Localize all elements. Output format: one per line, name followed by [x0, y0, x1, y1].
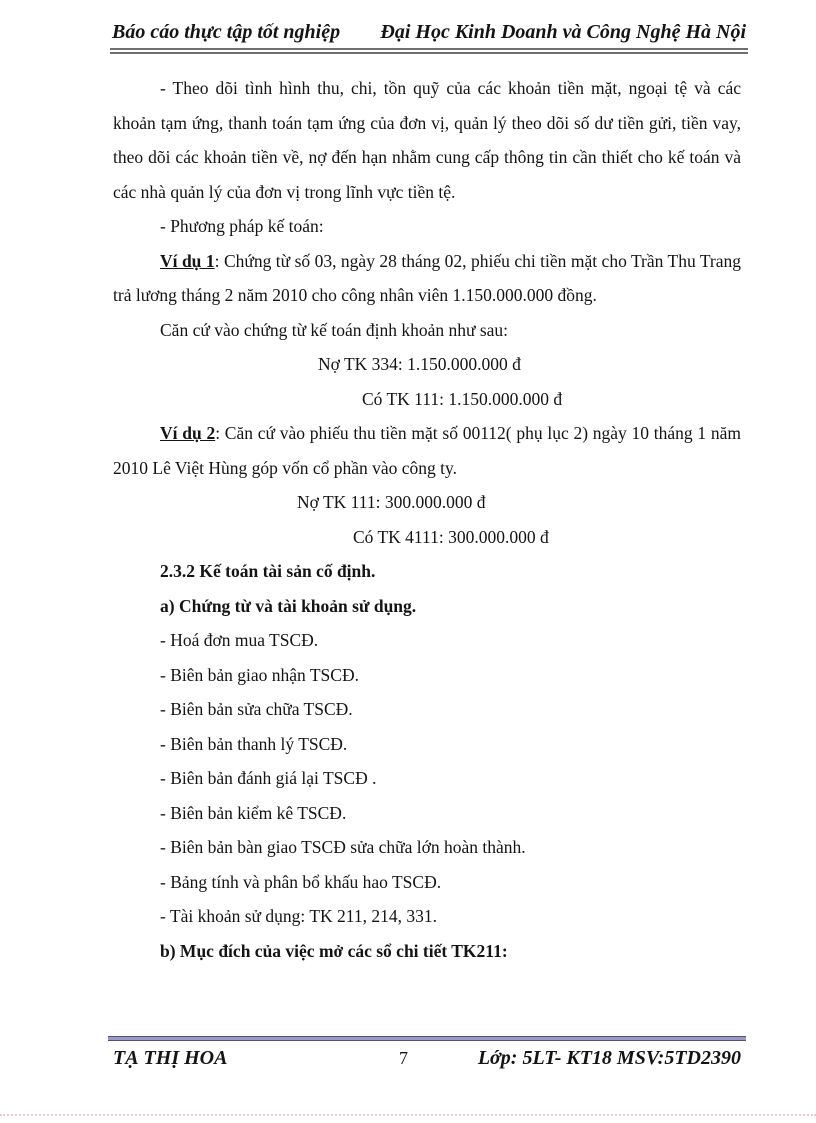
subsection-heading-b: b) Mục đích của việc mở các sổ chi tiết TK211:	[160, 940, 508, 961]
list-item-document: - Biên bản sửa chữa TSCĐ.	[160, 699, 353, 719]
example-2-label: Ví dụ 2	[160, 423, 216, 443]
list-item-document: - Bảng tính và phân bổ khấu hao TSCĐ.	[160, 871, 442, 892]
document-body	[113, 71, 741, 968]
journal-entry-credit-tk4111: Có TK 4111: 300.000.000 đ	[353, 526, 549, 547]
footer-rule	[108, 1036, 746, 1041]
subsection-heading-a: a) Chứng từ và tài khoản sử dụng.	[160, 595, 417, 616]
footer-author-name: TẠ THỊ HOA	[113, 1047, 228, 1069]
header-report-title: Báo cáo thực tập tốt nghiệp	[112, 21, 341, 43]
paragraph-cash-tracking: - Theo dõi tình hình thu, chi, tồn quỹ của các khoản tiền mặt, ngoại tệ và các khoản tạm ứng, thanh toán tạm ứng của đơn vị, quản lý theo dõi số dư tiền gửi, tiền vay, theo dõi các khoản tiền về, nợ đến hạn nhằm cung cấp thông tin cần thiết cho kế toán và các nhà quản lý của đơn vị trong lĩnh vực tiền tệ.	[113, 78, 741, 202]
example-2-text: : Căn cứ vào phiếu thu tiền mặt số 00112( phụ lục 2) ngày 10 tháng 1 năm 2010 Lê Việt Hùng góp vốn cổ phần vào công ty.	[113, 423, 741, 478]
example-1-text: : Chứng từ số 03, ngày 28 tháng 02, phiếu chi tiền mặt cho Trần Thu Trang trả lương tháng 2 năm 2010 cho công nhân viên 1.150.000.000 đồng.	[113, 250, 741, 305]
list-item-document: - Biên bản kiểm kê TSCĐ.	[160, 802, 347, 823]
page-header	[110, 18, 748, 54]
footer-class-student-id: Lớp: 5LT- KT18 MSV:5TD2390	[477, 1047, 741, 1069]
list-item-document: - Biên bản đánh giá lại TSCĐ .	[160, 768, 377, 788]
paragraph-accounting-method: - Phương pháp kế toán:	[160, 216, 324, 236]
paragraph-entry-basis: Căn cứ vào chứng từ kế toán định khoản như sau:	[160, 319, 509, 340]
list-item-document: - Biên bản thanh lý TSCĐ.	[160, 733, 348, 754]
list-item-document: - Biên bản bàn giao TSCĐ sửa chữa lớn hoàn thành.	[160, 837, 526, 857]
page-footer	[113, 1044, 741, 1072]
journal-entry-debit-tk334: Nợ TK 334: 1.150.000.000 đ	[318, 354, 521, 374]
page-number: 7	[399, 1048, 408, 1068]
list-item-document: - Biên bản giao nhận TSCĐ.	[160, 664, 359, 685]
list-item-document: - Hoá đơn mua TSCĐ.	[160, 630, 319, 650]
section-heading-2-3-2: 2.3.2 Kế toán tài sản cố định.	[160, 561, 376, 581]
paragraph-example-2	[113, 416, 741, 485]
journal-entry-credit-tk111: Có TK 111: 1.150.000.000 đ	[362, 388, 563, 409]
paragraph-example-1	[113, 244, 741, 313]
example-1-label: Ví dụ 1	[160, 250, 215, 271]
header-university-name: Đại Học Kinh Doanh và Công Nghệ Hà Nội	[380, 21, 746, 43]
journal-entry-debit-tk111: Nợ TK 111: 300.000.000 đ	[297, 492, 486, 512]
header-rule	[110, 48, 748, 54]
header-row	[110, 18, 748, 48]
page-break-dotted-line	[0, 1114, 816, 1116]
list-item-accounts-used: - Tài khoản sử dụng: TK 211, 214, 331.	[160, 906, 437, 926]
